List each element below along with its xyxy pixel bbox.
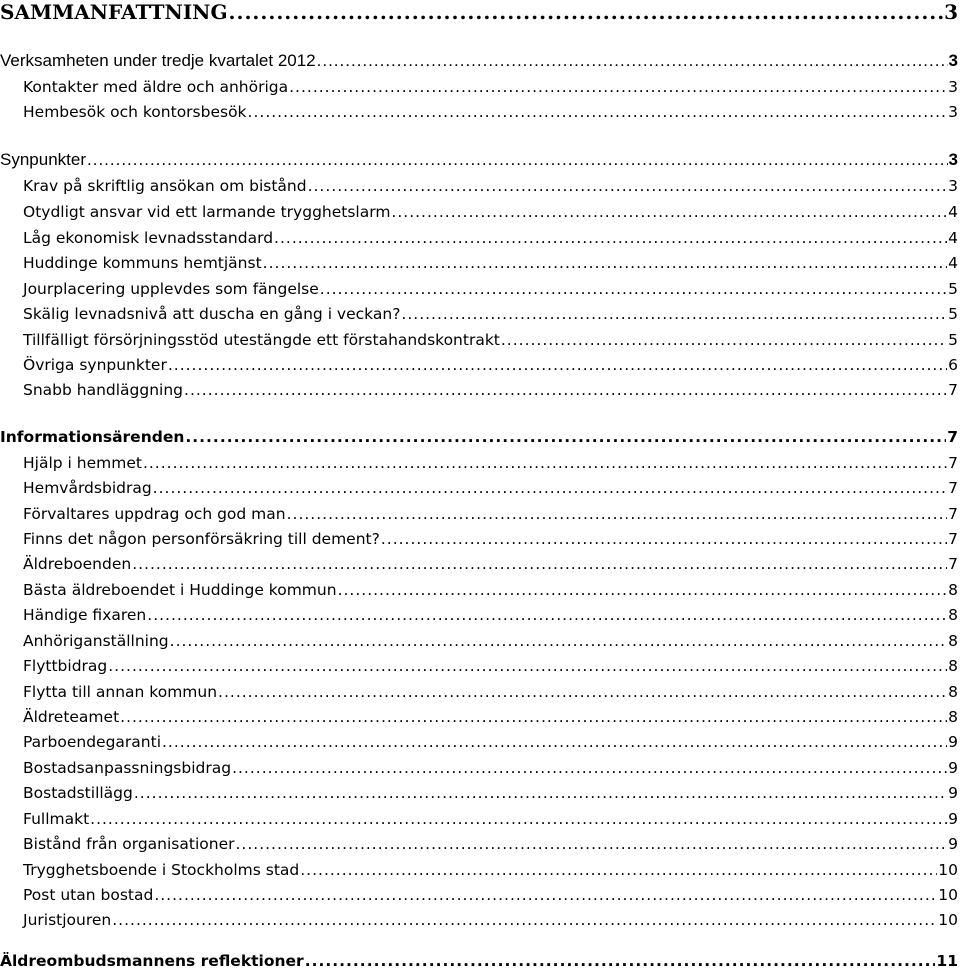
toc-entry-page: 9 bbox=[948, 759, 958, 777]
toc-entry[interactable] bbox=[0, 555, 958, 573]
toc-entry-label: Äldreteamet bbox=[23, 708, 120, 726]
toc-entry-page: 3 bbox=[948, 150, 958, 169]
toc-dot-leader bbox=[147, 606, 947, 624]
toc-entry-page: 3 bbox=[948, 51, 958, 70]
toc-entry[interactable] bbox=[0, 733, 958, 751]
toc-dot-leader bbox=[229, 0, 944, 24]
toc-entry[interactable] bbox=[0, 103, 958, 121]
toc-dot-leader bbox=[289, 78, 947, 96]
toc-entry-label: Verksamheten under tredje kvartalet 2012 bbox=[0, 51, 316, 70]
toc-entry-aldreombudsmannens-reflektioner[interactable] bbox=[0, 952, 958, 970]
toc-entry-page: 6 bbox=[948, 356, 958, 374]
toc-entry[interactable] bbox=[0, 683, 958, 701]
toc-dot-leader bbox=[218, 683, 947, 701]
toc-entry-synpunkter[interactable] bbox=[0, 150, 958, 170]
toc-entry-page: 8 bbox=[948, 657, 958, 675]
toc-entry-page: 9 bbox=[948, 733, 958, 751]
toc-entry-page: 8 bbox=[948, 581, 958, 599]
toc-entry-label: SAMMANFATTNING bbox=[0, 0, 228, 24]
toc-entry-page: 4 bbox=[948, 203, 958, 221]
toc-dot-leader bbox=[185, 428, 946, 446]
toc-entry[interactable] bbox=[0, 784, 958, 802]
toc-entry[interactable] bbox=[0, 229, 958, 247]
toc-entry-page: 3 bbox=[948, 103, 958, 121]
toc-entry-label: Huddinge kommuns hemtjänst bbox=[23, 254, 262, 272]
toc-dot-leader bbox=[120, 708, 947, 726]
toc-dot-leader bbox=[248, 103, 948, 121]
toc-entry[interactable] bbox=[0, 530, 958, 548]
toc-entry-label: Skälig levnadsnivå att duscha en gång i veckan? bbox=[23, 305, 401, 323]
toc-entry-label: Kontakter med äldre och anhöriga bbox=[23, 78, 289, 96]
toc-entry-page: 7 bbox=[948, 454, 958, 472]
toc-entry[interactable] bbox=[0, 632, 958, 650]
toc-entry[interactable] bbox=[0, 708, 958, 726]
toc-dot-leader bbox=[132, 555, 947, 573]
toc-dot-leader bbox=[391, 203, 947, 221]
toc-dot-leader bbox=[381, 530, 947, 548]
toc-entry[interactable] bbox=[0, 479, 958, 497]
toc-entry[interactable] bbox=[0, 759, 958, 777]
toc-dot-leader bbox=[305, 952, 936, 970]
toc-dot-leader bbox=[232, 759, 947, 777]
toc-entry[interactable] bbox=[0, 505, 958, 523]
toc-entry-page: 7 bbox=[948, 479, 958, 497]
toc-entry-label: Krav på skriftlig ansökan om bistånd bbox=[23, 177, 307, 195]
toc-entry-label: Förvaltares uppdrag och god man bbox=[23, 505, 286, 523]
toc-entry-page: 10 bbox=[938, 911, 958, 929]
toc-dot-leader bbox=[308, 177, 948, 195]
toc-entry-page: 4 bbox=[948, 254, 958, 272]
toc-entry-page: 8 bbox=[948, 683, 958, 701]
toc-dot-leader bbox=[90, 810, 947, 828]
toc-entry-page: 7 bbox=[947, 428, 958, 446]
toc-entry-page: 8 bbox=[948, 708, 958, 726]
toc-entry-label: Snabb handläggning bbox=[23, 381, 184, 399]
toc-entry-page: 7 bbox=[948, 505, 958, 523]
toc-entry-page: 3 bbox=[948, 177, 958, 195]
toc-entry-label: Låg ekonomisk levnadsstandard bbox=[23, 229, 274, 247]
toc-entry-label: Bistånd från organisationer bbox=[23, 835, 235, 853]
toc-entry-label: Jourplacering upplevdes som fängelse bbox=[23, 280, 319, 298]
toc-entry-page: 9 bbox=[948, 784, 958, 802]
toc-dot-leader bbox=[108, 657, 947, 675]
toc-entry[interactable] bbox=[0, 356, 958, 374]
toc-entry-page: 11 bbox=[936, 952, 958, 970]
toc-entry-page: 10 bbox=[938, 861, 958, 879]
toc-dot-leader bbox=[235, 835, 947, 853]
toc-entry[interactable] bbox=[0, 835, 958, 853]
toc-entry[interactable] bbox=[0, 305, 958, 323]
toc-entry-page: 9 bbox=[948, 810, 958, 828]
toc-entry-page: 3 bbox=[948, 78, 958, 96]
toc-entry-page: 8 bbox=[948, 606, 958, 624]
toc-dot-leader bbox=[501, 331, 947, 349]
toc-entry-page: 7 bbox=[948, 530, 958, 548]
toc-entry[interactable] bbox=[0, 657, 958, 675]
toc-entry-label: Flyttbidrag bbox=[23, 657, 108, 675]
toc-entry-label: Parboendegaranti bbox=[23, 733, 161, 751]
toc-dot-leader bbox=[338, 581, 948, 599]
toc-dot-leader bbox=[87, 150, 948, 170]
toc-entry-label: Fullmakt bbox=[23, 810, 90, 828]
toc-entry-label: Post utan bostad bbox=[23, 886, 154, 904]
toc-entry[interactable] bbox=[0, 911, 958, 929]
toc-dot-leader bbox=[168, 356, 947, 374]
toc-entry-page: 7 bbox=[948, 555, 958, 573]
toc-dot-leader bbox=[184, 381, 947, 399]
toc-entry-label: Hjälp i hemmet bbox=[23, 454, 142, 472]
toc-entry-page: 5 bbox=[948, 331, 958, 349]
toc-entry[interactable] bbox=[0, 381, 958, 399]
toc-entry-page: 4 bbox=[948, 229, 958, 247]
toc-entry[interactable] bbox=[0, 606, 958, 624]
toc-entry-label: Otydligt ansvar vid ett larmande trygghetslarm bbox=[23, 203, 391, 221]
toc-dot-leader bbox=[320, 280, 947, 298]
toc-entry-label: Flytta till annan kommun bbox=[23, 683, 218, 701]
toc-dot-leader bbox=[143, 454, 947, 472]
toc-entry-page: 7 bbox=[948, 381, 958, 399]
toc-entry[interactable] bbox=[0, 177, 958, 195]
toc-dot-leader bbox=[300, 861, 937, 879]
toc-dot-leader bbox=[170, 632, 947, 650]
toc-dot-leader bbox=[317, 51, 948, 71]
toc-dot-leader bbox=[153, 479, 947, 497]
toc-entry-label: Informationsärenden bbox=[0, 428, 185, 446]
toc-entry-label: Hembesök och kontorsbesök bbox=[23, 103, 247, 121]
toc-dot-leader bbox=[162, 733, 947, 751]
toc-dot-leader bbox=[274, 229, 947, 247]
toc-entry-page: 5 bbox=[948, 280, 958, 298]
toc-entry-label: Äldreombudsmannens reflektioner bbox=[0, 952, 304, 970]
toc-dot-leader bbox=[263, 254, 947, 272]
toc-entry[interactable] bbox=[0, 203, 958, 221]
toc-entry[interactable] bbox=[0, 254, 958, 272]
toc-entry-label: Anhöriganställning bbox=[23, 632, 169, 650]
toc-entry-label: Synpunkter bbox=[0, 150, 86, 169]
toc-entry[interactable] bbox=[0, 810, 958, 828]
toc-entry-page: 3 bbox=[944, 0, 958, 24]
toc-entry[interactable] bbox=[0, 280, 958, 298]
toc-entry-label: Äldreboenden bbox=[23, 555, 132, 573]
toc-entry-page: 9 bbox=[948, 835, 958, 853]
toc-entry[interactable] bbox=[0, 454, 958, 472]
toc-entry-label: Bostadstillägg bbox=[23, 784, 133, 802]
toc-entry-verksamheten[interactable] bbox=[0, 51, 958, 71]
toc-entry[interactable] bbox=[0, 581, 958, 599]
toc-entry-label: Trygghetsboende i Stockholms stad bbox=[23, 861, 300, 879]
toc-entry-informationsarenden[interactable] bbox=[0, 428, 958, 446]
toc-entry[interactable] bbox=[0, 861, 958, 879]
toc-entry-sammanfattning[interactable] bbox=[0, 0, 958, 24]
toc-entry-label: Tillfälligt försörjningsstöd utestängde ett förstahandskontrakt bbox=[23, 331, 500, 349]
toc-dot-leader bbox=[154, 886, 937, 904]
toc-entry-label: Bästa äldreboendet i Huddinge kommun bbox=[23, 581, 337, 599]
toc-dot-leader bbox=[112, 911, 937, 929]
toc-entry-label: Händige fixaren bbox=[23, 606, 147, 624]
toc-entry-label: Övriga synpunkter bbox=[23, 356, 167, 374]
toc-entry-page: 8 bbox=[948, 632, 958, 650]
toc-dot-leader bbox=[401, 305, 947, 323]
toc-entry-label: Bostadsanpassningsbidrag bbox=[23, 759, 232, 777]
toc-entry[interactable] bbox=[0, 331, 958, 349]
toc-entry-label: Hemvårdsbidrag bbox=[23, 479, 152, 497]
toc-entry-label: Juristjouren bbox=[23, 911, 112, 929]
toc-entry[interactable] bbox=[0, 78, 958, 96]
toc-dot-leader bbox=[134, 784, 947, 802]
toc-entry-page: 5 bbox=[948, 305, 958, 323]
toc-entry-label: Finns det någon personförsäkring till dement? bbox=[23, 530, 380, 548]
toc-entry-page: 10 bbox=[938, 886, 958, 904]
toc-dot-leader bbox=[287, 505, 948, 523]
toc-entry[interactable] bbox=[0, 886, 958, 904]
